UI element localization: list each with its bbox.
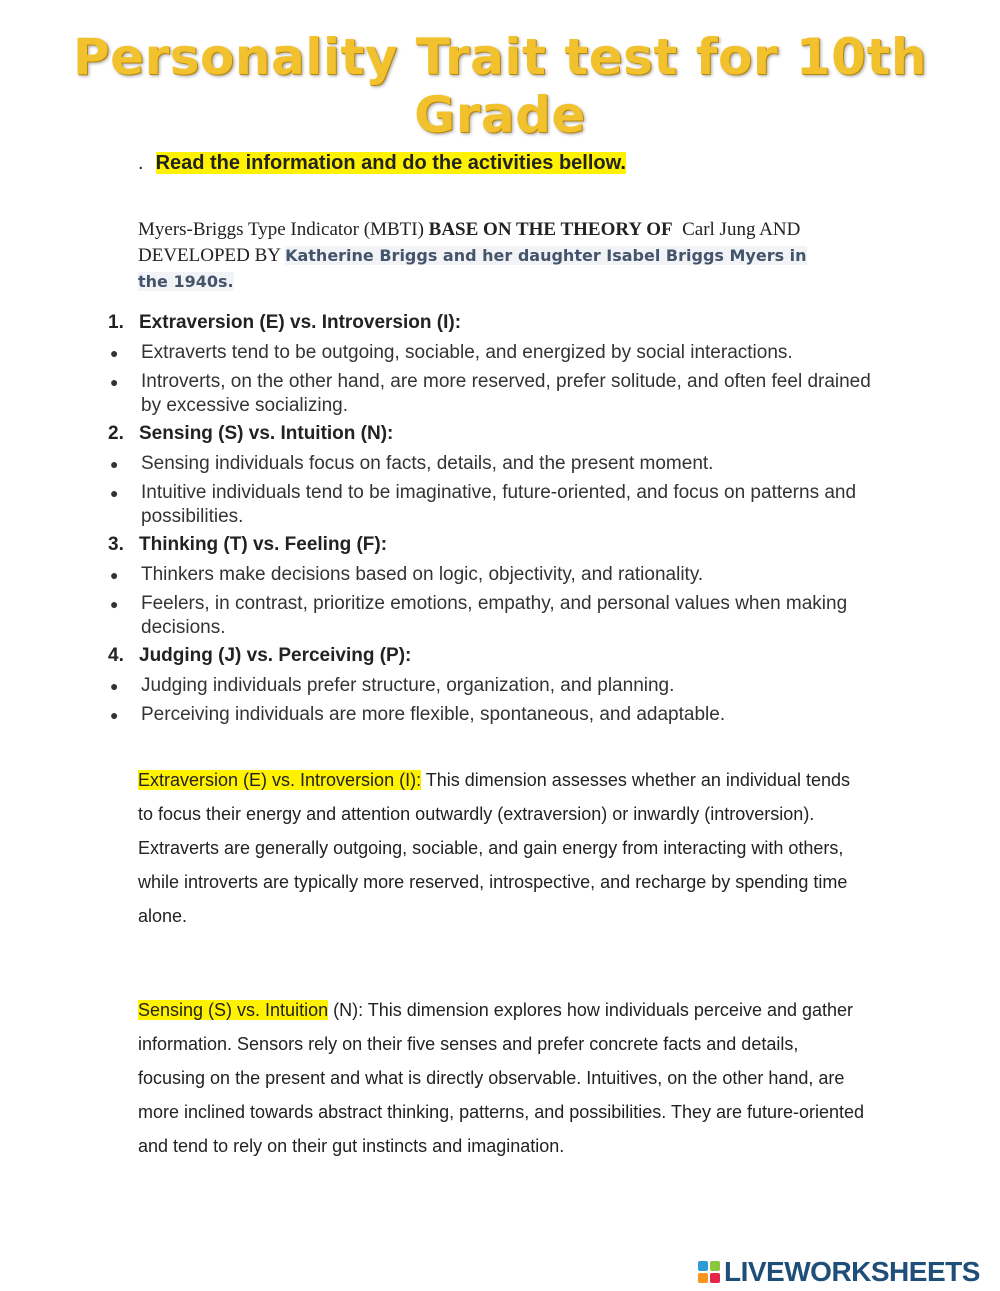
dimension-heading xyxy=(108,421,888,447)
dimension-title: Thinking (T) vs. Feeling (F): xyxy=(139,534,388,555)
bullet-icon: ● xyxy=(110,567,119,583)
page-title: Personality Trait test for 10th Grade xyxy=(73,28,927,144)
logo-square xyxy=(710,1261,720,1271)
intro-part2: BASE ON THE THEORY OF xyxy=(428,219,673,240)
bullet-icon: ● xyxy=(110,374,119,390)
list-item xyxy=(108,481,888,529)
list-item xyxy=(108,703,888,727)
instruction-marker: . xyxy=(138,152,144,174)
bullet-icon: ● xyxy=(110,456,119,472)
dimension-list xyxy=(108,307,888,727)
bullet-icon: ● xyxy=(110,678,119,694)
liveworksheets-logo xyxy=(698,1256,980,1288)
bullet-text: Feelers, in contrast, prioritize emotions, empathy, and personal values when making decisions. xyxy=(141,593,848,638)
bullet-text: Sensing individuals focus on facts, details, and the present moment. xyxy=(141,453,714,474)
dimension-title: Judging (J) vs. Perceiving (P): xyxy=(139,645,412,666)
extraversion-paragraph xyxy=(138,763,868,933)
list-item xyxy=(108,592,888,640)
paragraph-text: This dimension assesses whether an individual tends to focus their energy and attention outwardly (extraversion) or inwardly (introversion). Extraverts are generally outgoing, sociable, and gain energy from interacting with others, while introverts are typically more reserved, introspective, and recharge by spending time alone. xyxy=(138,770,850,926)
bullet-text: Introverts, on the other hand, are more reserved, prefer solitude, and often feel drained by excessive socializing. xyxy=(141,371,871,416)
bullet-text: Extraverts tend to be outgoing, sociable, and energized by social interactions. xyxy=(141,342,793,363)
bullet-icon: ● xyxy=(110,596,119,612)
intro-part1: Myers-Briggs Type Indicator (MBTI) xyxy=(138,219,429,240)
dimension-heading xyxy=(108,310,888,336)
paragraph-highlight: Extraversion (E) vs. Introversion (I): xyxy=(138,770,422,790)
bullet-icon: ● xyxy=(110,707,119,723)
list-item xyxy=(108,674,888,698)
dimension-title: Sensing (S) vs. Intuition (N): xyxy=(139,423,394,444)
intro-part3: Carl Jung AND DEVELOPED BY xyxy=(138,219,806,266)
dimension-number: 1. xyxy=(108,312,124,333)
logo-text: LIVEWORKSHEETS xyxy=(724,1256,980,1287)
logo-grid-icon xyxy=(698,1261,720,1283)
dimension-heading xyxy=(108,643,888,669)
dimension-number: 4. xyxy=(108,645,124,666)
bullet-text: Intuitive individuals tend to be imaginative, future-oriented, and focus on patterns and possibilities. xyxy=(141,482,857,527)
logo-square xyxy=(698,1261,708,1271)
bullet-text: Judging individuals prefer structure, organization, and planning. xyxy=(141,675,675,696)
logo-square xyxy=(710,1273,720,1283)
instruction-text: Read the information and do the activities bellow. xyxy=(155,152,626,174)
bullet-icon: ● xyxy=(110,345,119,361)
mbti-intro xyxy=(138,217,838,295)
dimension-title: Extraversion (E) vs. Introversion (I): xyxy=(139,312,462,333)
dimension-number: 2. xyxy=(108,423,124,444)
paragraph-highlight: Sensing (S) vs. Intuition xyxy=(138,1000,329,1020)
dimension-heading xyxy=(108,532,888,558)
logo-square xyxy=(698,1273,708,1283)
list-item xyxy=(108,370,888,418)
instruction xyxy=(138,152,626,175)
dimension-number: 3. xyxy=(108,534,124,555)
intro-developers: Katherine Briggs and her daughter Isabel Briggs Myers in the 1940s. xyxy=(138,246,807,291)
sensing-paragraph xyxy=(138,993,868,1163)
bullet-text: Thinkers make decisions based on logic, objectivity, and rationality. xyxy=(141,564,704,585)
bullet-icon: ● xyxy=(110,485,119,501)
list-item xyxy=(108,341,888,365)
bullet-text: Perceiving individuals are more flexible, spontaneous, and adaptable. xyxy=(141,704,726,725)
list-item xyxy=(108,452,888,476)
list-item xyxy=(108,563,888,587)
paragraph-text: (N): This dimension explores how individuals perceive and gather information. Sensors rely on their five senses and prefer concrete facts and details, focusing on the present and what is directly observable. Intuitives, on the other hand, are more inclined towards abstract thinking, patterns, and possibilities. They are future-oriented and tend to rely on their gut instincts and imagination. xyxy=(138,1000,865,1156)
